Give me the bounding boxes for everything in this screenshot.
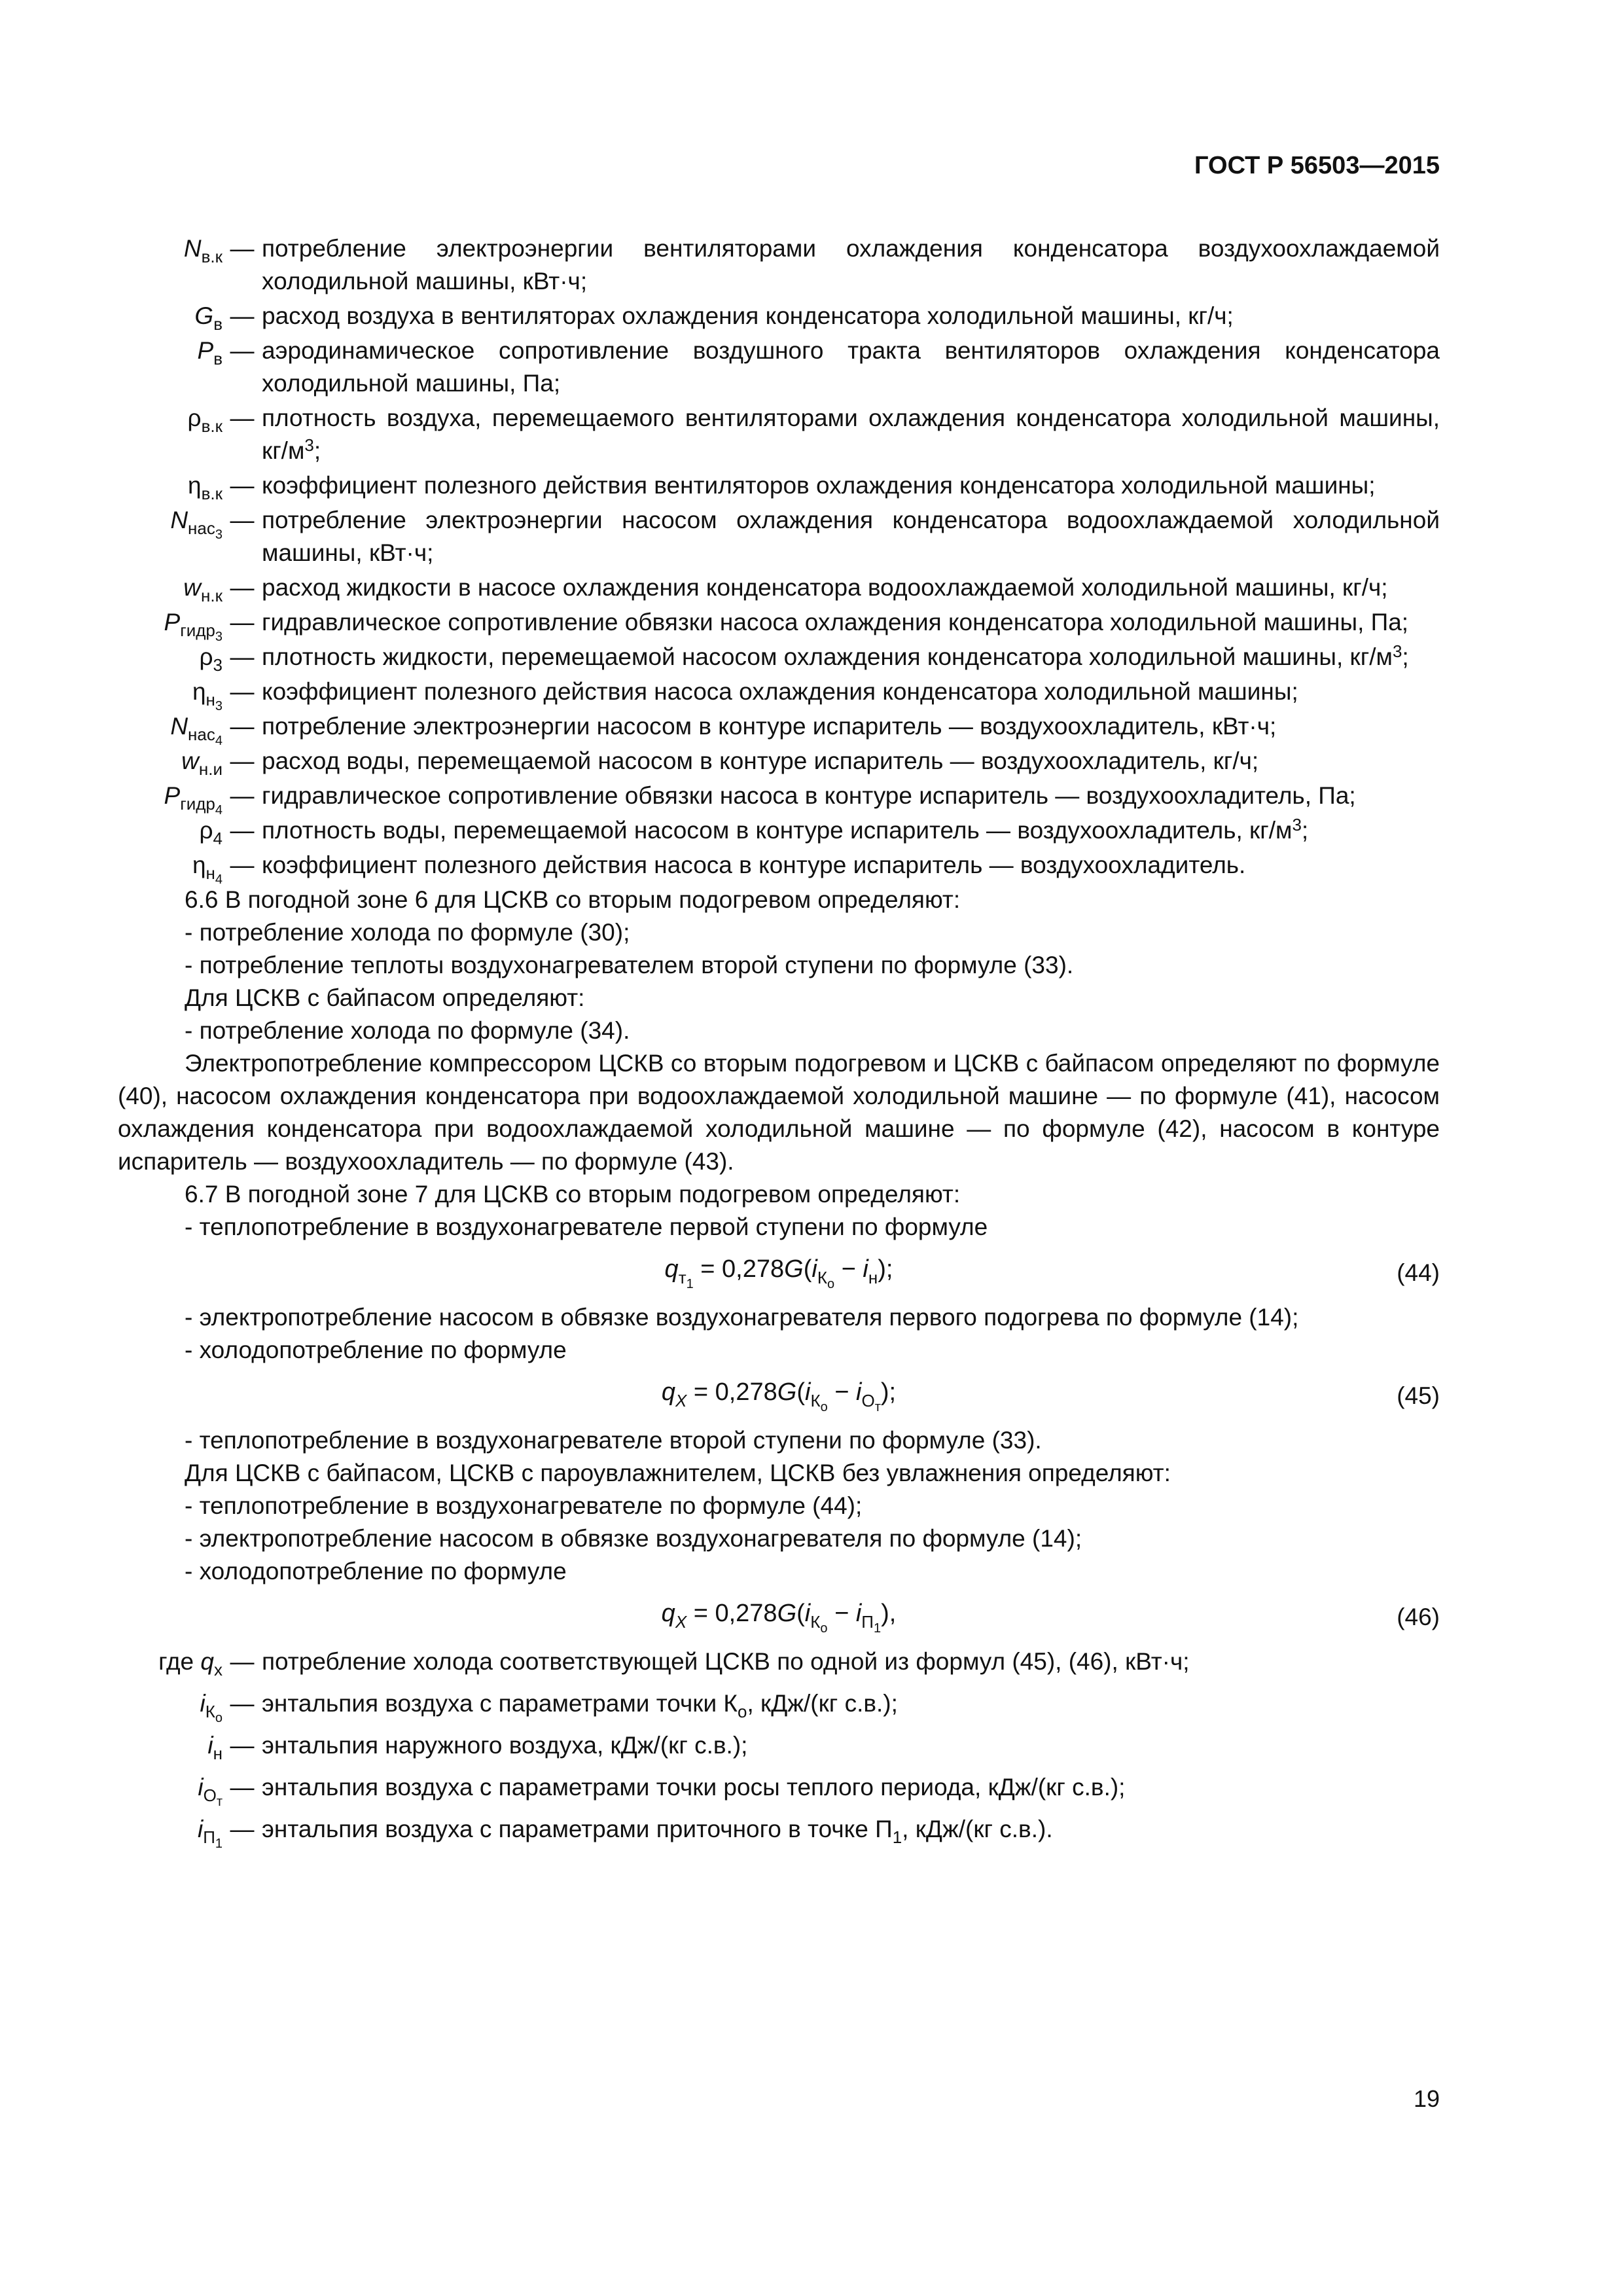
where-dash: — — [230, 1648, 255, 1675]
definition-text: плотность воздуха, перемещаемого вентиляторами охлаждения конденсатора холодильной машины, $кг/м^3$; — [262, 404, 1440, 464]
definitions-list — [118, 232, 1440, 887]
definition-dash: — — [230, 235, 255, 262]
formula-46-expression: $q_X = 0,278G(i_{К_о} - i_{П_1})$, — [661, 1600, 897, 1636]
definition-symbol: $N_{в.к}$ — [183, 235, 223, 266]
definition-text: плотность жидкости, перемещаемой насосом охлаждения конденсатора холодильной машины, $кг/м^3$; — [262, 641, 1409, 670]
where-text: энтальпия воздуха с параметрами приточного в точке $П_1$, кДж/(кг с.в.). — [262, 1816, 1053, 1847]
where-row — [118, 1729, 1440, 1762]
definition-symbol: $\eta_{в.к}$ — [188, 472, 223, 503]
definition-dash: — — [230, 852, 255, 878]
definition-text: гидравлическое сопротивление обвязки насоса охлаждения конденсатора холодильной машины, Па; — [262, 609, 1409, 636]
where-list — [118, 1645, 1440, 1851]
definition-dash: — — [230, 747, 255, 774]
list-item: - электропотребление насосом в обвязке воздухонагревателя по формуле (14); — [185, 1525, 1082, 1552]
definition-dash: — — [230, 574, 255, 601]
where-text: энтальпия воздуха с параметрами точки $К_о$, кДж/(кг с.в.); — [262, 1690, 898, 1721]
definition-dash: — — [230, 337, 255, 364]
definition-symbol: $w_{н.к}$ — [183, 574, 223, 605]
definition-row — [118, 641, 1440, 673]
definition-text: гидравлическое сопротивление обвязки насоса в контуре испаритель — воздухоохладитель, Па; — [262, 782, 1356, 809]
definition-row — [118, 780, 1440, 817]
definition-symbol: $P_{гидр_4}$ — [164, 782, 223, 817]
definition-row — [118, 675, 1440, 713]
definition-symbol: $\rho_3$ — [199, 643, 223, 675]
definition-dash: — — [230, 472, 255, 499]
definition-row — [118, 232, 1440, 298]
definition-row — [118, 402, 1440, 467]
where-text: потребление холода соответствующей ЦСКВ по одной из формул (45), (46), кВт·ч; — [262, 1648, 1190, 1675]
definition-text: аэродинамическое сопротивление воздушного тракта вентиляторов охлаждения конденсатора холодильной машины, Па; — [262, 337, 1440, 397]
list-item: - теплопотребление в воздухонагревателе первой ступени по формуле — [185, 1213, 988, 1240]
page-number: 19 — [1413, 2085, 1440, 2112]
list-item: - электропотребление насосом в обвязке воздухонагревателя первого подогрева по формуле (14); — [185, 1304, 1299, 1331]
definition-symbol: $\eta_{н_3}$ — [192, 678, 223, 713]
definition-text: плотность воды, перемещаемой насосом в контуре испаритель — воздухоохладитель, $кг/м^3$; — [262, 815, 1309, 844]
definition-text: коэффициент полезного действия насоса в контуре испаритель — воздухоохладитель. — [262, 852, 1246, 878]
paragraph: Для ЦСКВ с байпасом определяют: — [185, 984, 585, 1011]
where-text: энтальпия наружного воздуха, кДж/(кг с.в.); — [262, 1732, 748, 1759]
definition-dash: — — [230, 302, 255, 329]
formula-45-expression: $q_X = 0,278G(i_{К_о} - i_{О_т})$; — [661, 1378, 897, 1414]
definition-row — [118, 814, 1440, 847]
definition-dash: — — [230, 713, 255, 740]
definition-text: потребление электроэнергии насосом в контуре испаритель — воздухоохладитель, кВт·ч; — [262, 713, 1277, 740]
definition-row — [118, 849, 1440, 887]
definition-symbol: $w_{н.и}$ — [181, 747, 223, 779]
definition-symbol: $P_в$ — [197, 337, 223, 368]
section-6-6-title: 6.6 В погодной зоне 6 для ЦСКВ со вторым подогревом определяют: — [185, 886, 961, 913]
definition-row — [118, 606, 1440, 644]
list-item: - холодопотребление по формуле — [185, 1336, 567, 1363]
where-symbol: $i_{К_о}$ — [200, 1690, 223, 1725]
where-dash: — — [230, 1816, 255, 1842]
definition-dash: — — [230, 609, 255, 636]
where-symbol: $i_н$ — [207, 1732, 223, 1763]
formula-46-number: (46) — [1397, 1604, 1440, 1630]
list-item: - холодопотребление по формуле — [185, 1558, 567, 1585]
where-dash: — — [230, 1690, 255, 1717]
definition-symbol: $\eta_{н_4}$ — [192, 852, 223, 887]
list-item: - теплопотребление в воздухонагревателе второй ступени по формуле (33). — [185, 1427, 1042, 1454]
definition-row — [118, 710, 1440, 748]
formula-44-number: (44) — [1397, 1259, 1440, 1286]
where-row — [118, 1813, 1440, 1851]
definition-row — [118, 334, 1440, 400]
list-item: - потребление холода по формуле (30); — [185, 919, 630, 946]
where-symbol: $i_{О_т}$ — [198, 1774, 223, 1809]
definition-row — [118, 571, 1440, 604]
list-item: - теплопотребление в воздухонагревателе по формуле (44); — [185, 1492, 863, 1519]
definition-dash: — — [230, 507, 255, 533]
definition-dash: — — [230, 782, 255, 809]
where-symbol: $i_{П_1}$ — [197, 1816, 223, 1851]
definition-row — [118, 300, 1440, 332]
list-item: - потребление холода по формуле (34). — [185, 1017, 630, 1044]
definition-text: расход воды, перемещаемой насосом в контуре испаритель — воздухоохладитель, кг/ч; — [262, 747, 1259, 774]
formula-44-expression: $q_{т_1} = 0,278G(i_{К_о} - i_н)$; — [664, 1255, 893, 1291]
paragraph: Для ЦСКВ с байпасом, ЦСКВ с пароувлажнителем, ЦСКВ без увлажнения определяют: — [185, 1460, 1171, 1486]
formula-44 — [118, 1246, 1440, 1296]
list-item: - потребление теплоты воздухонагревателем второй ступени по формуле (33). — [185, 952, 1074, 978]
definition-dash: — — [230, 404, 255, 431]
document-header: ГОСТ Р 56503—2015 — [1194, 152, 1440, 179]
where-dash: — — [230, 1732, 255, 1759]
definition-dash: — — [230, 678, 255, 705]
where-row — [118, 1687, 1440, 1725]
where-symbol: где $q_х$ — [158, 1648, 223, 1679]
where-text: энтальпия воздуха с параметрами точки росы теплого периода, кДж/(кг с.в.); — [262, 1774, 1126, 1801]
definition-symbol: $G_в$ — [194, 302, 223, 334]
where-dash: — — [230, 1774, 255, 1801]
definition-dash: — — [230, 643, 255, 670]
definition-row — [118, 504, 1440, 569]
where-row — [118, 1645, 1440, 1678]
definition-symbol: $\rho_{в.к}$ — [187, 404, 223, 436]
definition-row — [118, 469, 1440, 502]
document-body — [118, 232, 1440, 1855]
definition-symbol: $P_{гидр_3}$ — [164, 609, 223, 644]
definition-text: потребление электроэнергии вентиляторами охлаждения конденсатора воздухоохлаждаемой холодильной машины, кВт·ч; — [262, 235, 1440, 295]
definition-dash: — — [230, 817, 255, 844]
definition-text: коэффициент полезного действия насоса охлаждения конденсатора холодильной машины; — [262, 678, 1298, 705]
definition-text: расход жидкости в насосе охлаждения конденсатора водоохлаждаемой холодильной машины, кг/ч; — [262, 574, 1388, 601]
formula-46 — [118, 1590, 1440, 1640]
formula-45-number: (45) — [1397, 1382, 1440, 1409]
definition-text: расход воздуха в вентиляторах охлаждения конденсатора холодильной машины, кг/ч; — [262, 302, 1234, 329]
definition-symbol: $N_{нас_3}$ — [170, 507, 223, 542]
paragraph: Электропотребление компрессором ЦСКВ со вторым подогревом и ЦСКВ с байпасом определяют по формуле (40), насосом охлаждения конденсатора при водоохлаждаемой холодильной машине — по формуле (41), насосом охлаждения конденсатора при водоохлаждаемой холодильной машине — по формуле (42), насосом в контуре испаритель — воздухоохладитель — по формуле (43). — [118, 1050, 1440, 1175]
definition-symbol: $\rho_4$ — [199, 817, 223, 848]
definition-row — [118, 745, 1440, 778]
definition-symbol: $N_{нас_4}$ — [170, 713, 223, 748]
section-6-7-title: 6.7 В погодной зоне 7 для ЦСКВ со вторым подогревом определяют: — [185, 1181, 961, 1208]
formula-45 — [118, 1369, 1440, 1419]
definition-text: потребление электроэнергии насосом охлаждения конденсатора водоохлаждаемой холодильной машины, кВт·ч; — [262, 507, 1440, 566]
definition-text: коэффициент полезного действия вентиляторов охлаждения конденсатора холодильной машины; — [262, 472, 1376, 499]
where-row — [118, 1771, 1440, 1809]
